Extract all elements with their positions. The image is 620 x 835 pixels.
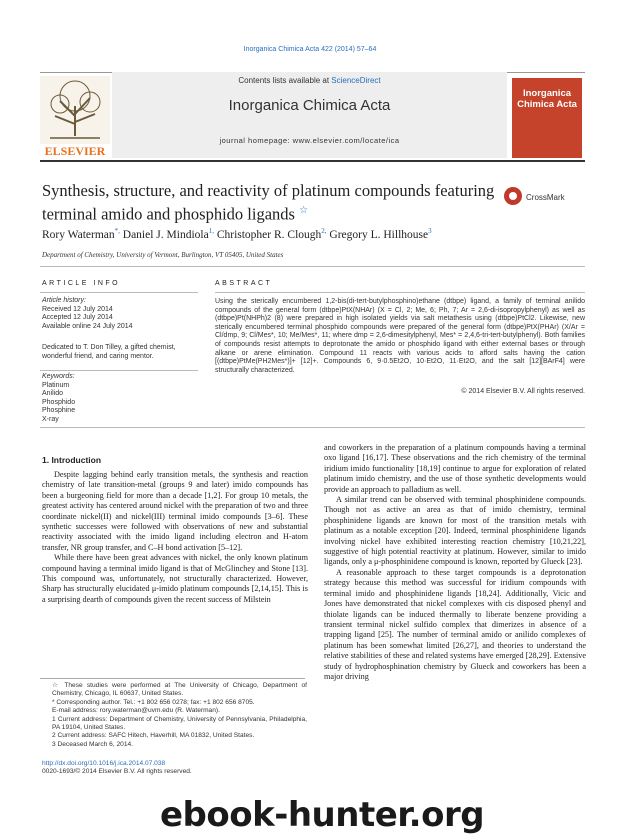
paragraph: Despite lagging behind early transition metals, the synthesis and reaction chemistry of late transition-metal (groups 9 and later) imido compounds has been a burgeoning field for more than a decade [1,2]. For group 10 metals, the greatest activity has centered around nickel with the preparation of two and three coordinate nickel(II) and nickel(III) terminal imido compounds [3–6]. These synthetic successes were followed with observations of new and substantial reactivity associated with the imido ligand including electron and H-atom transfer, NR group transfer, and C–H bond activation [5–12]. [42,470,308,552]
footnote-rule [40,678,305,679]
contents-line: Contents lists available at ScienceDirect [238,76,381,85]
copyright: © 2014 Elsevier B.V. All rights reserved. [461,388,585,395]
keywords-heading: Keywords: [42,373,75,380]
article-history [42,297,197,331]
footnote: 3 Deceased March 6, 2014. [52,740,134,748]
footnotes [42,682,307,749]
divider [40,370,198,371]
body-column-left [42,470,308,605]
journal-cover [512,78,582,158]
keyword: Phosphine [42,407,76,415]
author-mark[interactable]: 3 [428,227,432,235]
keyword: Platinum [42,381,70,389]
elsevier-logo [40,76,110,158]
paragraph: A similar trend can be observed with terminal phosphinidene compounds. Though not as active an area as that of imido chemistry, terminal phosphinidene ligands are known for most of the transition metals with platinum as a notable exception [20]. Indeed, terminal phosphinidene ligands involving nickel have exhibited interesting reaction chemistry [10,21,22], suggestive of high potential reactivity at platinum. However, similar to imido ligands, only a μ-phosphinidene compound is known, reported by Glueck [23]. [324,495,586,567]
affiliation: Department of Chemistry, University of Vermont, Burlington, VT 05405, United States [42,251,284,259]
footnote-email[interactable]: E-mail address: rory.waterman@uvm.edu (R. Waterman). [52,707,220,715]
author-mark[interactable]: *, [114,227,120,235]
journal-homepage: journal homepage: www.elsevier.com/locate/ica [219,136,400,145]
divider [215,292,585,293]
elsevier-wordmark: ELSEVIER [44,144,106,158]
journal-reference[interactable]: Inorganica Chimica Acta 422 (2014) 57–64 [243,46,377,53]
paragraph: A reasonable approach to these target compounds is a deprotonation strategy because this method was successful for iridium compounds with terminal imido and phosphinidene ligands [18,24]. Additionally, Vicic and Jones have demonstrated that nickel complexes with cis disposed phenyl and thiolate ligands can be induced thermally to liberate benzene providing a transient terminal nickel sulfido complex that dimerizes in absence of a trapping ligand [25]. The number of terminal amido or anilido complexes of platinum has been somewhat limited [26,27], and theories to understand the relative stabilities of these and related systems have emerged [28,29]. Extensive study of hydrophosphination chemistry by Glueck and coworkers has been a major driving [324,567,586,681]
history-received: Received 12 July 2014 [42,305,113,313]
section-heading-introduction: 1. Introduction [42,455,102,465]
watermark: ebook-hunter.org [160,795,485,835]
journal-title: Inorganica Chimica Acta [228,97,391,114]
doi-link[interactable]: http://dx.doi.org/10.1016/j.ica.2014.07.038 [42,760,166,767]
footnote: 1 Current address: Department of Chemistry, University of Pennsylvania, Philadelphia, PA 19104, United States. [52,715,307,732]
author-mark[interactable]: 2, [321,227,327,235]
history-accepted: Accepted 12 July 2014 [42,314,113,322]
divider [40,427,585,428]
article-info-heading: ARTICLE INFO [42,280,121,287]
author-name[interactable]: Christopher R. Clough [216,228,322,241]
keyword: X-ray [42,415,59,423]
crossmark-label: CrossMark [526,193,565,202]
keywords [42,373,197,425]
header-bottom-rule [40,160,585,162]
footnote: 2 Current address: SAFC Hitech, Haverhill, MA 01832, United States. [52,732,255,740]
paragraph: While there have been great advances with nickel, the only known platinum compound having a terminal imido ligand is that of McGlinchey and Stone [13]. This compound was, unfortunately, not structurally characterized. However, Sharp has structurally elucidated μ-imido platinum compounds [2,14,15]. This is a surprising dearth of compounds given the recent success of Milstein [42,553,308,604]
author-name[interactable]: Gregory L. Hillhouse [329,228,429,241]
author-name[interactable]: Daniel J. Mindiola [122,228,209,241]
author-name[interactable]: Rory Waterman [42,228,115,241]
article-title: Synthesis, structure, and reactivity of platinum compounds featuring terminal amido and phosphido ligands ☆ [42,181,495,224]
abstract-text: Using the sterically encumbered 1,2-bis(di-tert-butylphosphino)ethane (dtbpe) ligand, a family of terminal anilido compounds of the general form (dtbpe)PtX(NHAr) (X = Cl, 2; Me, 6; Ph, 7; Ar = 2,6-di-isopropylphenyl) as well as (dtbpe)Pt(NHPh)2 (8) were prepared in high isolated yields via salt metathesis using (dtbpe)PtCl2. Likewise, new sterically encumbered terminal phosphido compounds were prepared of the general form (dtbpe)PtX(PHAr) (X/Ar = Cl/dmp, 9; Cl/Mes*, 10; Me/Mes*, 11; where dmp = 2,6-dimesitylphenyl, Mes* = 2,4,6-tri-tert-butylphenyl). Both families of compounds resist attempts to deprotonate the amido or phosphido ligand with either external bases or through alkane or arene elimination. Compound 11 reacts with various acids to afford salts having the cation [(dtbpe)PtMe(PH2Mes*)]+ [12]+. Compounds 6, 9·0.5Et2O, 10·Et2O, 11·Et2O, and the salt [12][BArF4] were structurally characterized. [215,298,585,374]
body-column-right [324,443,586,682]
keyword: Phosphido [42,398,76,406]
cover-title: Inorganica Chimica Acta [517,88,577,110]
author-list [42,227,582,241]
homepage-link[interactable]: www.elsevier.com/locate/ica [292,136,400,145]
footnote: * Corresponding author. Tel.: +1 802 656 0278; fax: +1 802 656 8705. [52,698,255,706]
divider [40,292,198,293]
dedication: Dedicated to T. Don Tilley, a gifted chemist, wonderful friend, and caring mentor. [42,344,176,360]
abstract-heading: ABSTRACT [215,280,273,287]
paragraph: and coworkers in the preparation of a platinum compounds having a terminal oxo ligand [16,17]. These observations and the rich chemistry of the terminal iridium imido functionality [18,19] continue to argue for exploration of related platinum imido chemistry, and the use of those synthetic developments would provide an approach to palladium as well. [324,443,586,494]
keyword: Anilido [42,390,64,398]
footnote: ☆ These studies were performed at The University of Chicago, Department of Chemistry, Chicago, IL 60637, United States. [52,682,307,698]
crossmark-badge[interactable] [502,185,592,207]
history-heading: Article history: [42,297,86,304]
doi-block [42,760,307,777]
title-footnote-mark[interactable]: ☆ [299,205,309,216]
issn-line: 0020-1693/© 2014 Elsevier B.V. All rights reserved. [42,768,192,776]
sciencedirect-link[interactable]: ScienceDirect [331,76,381,85]
divider [40,266,585,267]
author-mark[interactable]: 1, [208,227,214,235]
history-online: Available online 24 July 2014 [42,322,133,330]
